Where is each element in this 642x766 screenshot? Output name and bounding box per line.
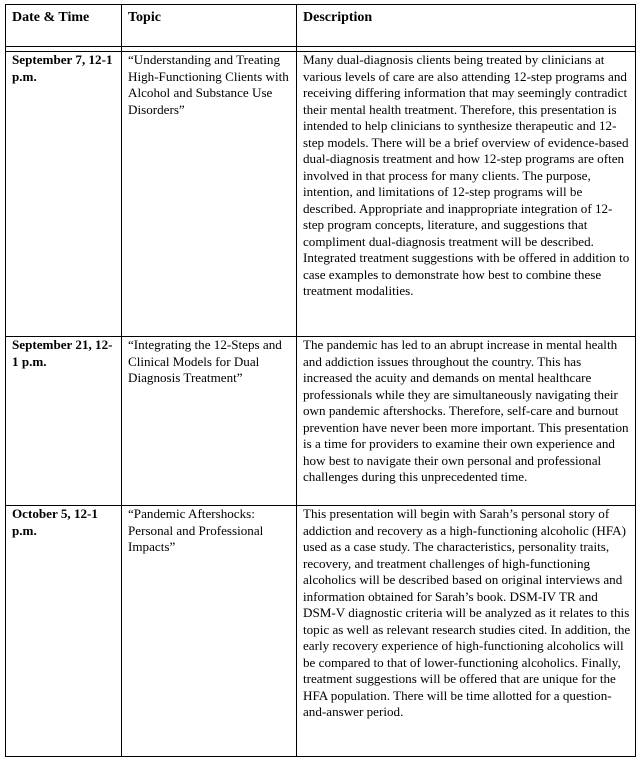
topic-cell: “Understanding and Treating High-Functioning Clients with Alcohol and Substance Use Disorders” xyxy=(122,52,297,337)
topic-cell: “Pandemic Aftershocks: Personal and Professional Impacts” xyxy=(122,506,297,757)
table-header-row xyxy=(6,5,636,47)
date-cell: September 7, 12-1 p.m. xyxy=(6,52,122,337)
topic-cell: “Integrating the 12-Steps and Clinical Models for Dual Diagnosis Treatment” xyxy=(122,337,297,506)
description-cell: The pandemic has led to an abrupt increase in mental health and addiction issues throughout the country. This has increased the acuity and demands on mental healthcare professionals while they are simultaneously navigating their own pandemic aftershocks. Therefore, self-care and burnout prevention have never been more important. This presentation is a time for providers to examine their own experience and how best to navigate their own personal and professional challenges during this unprecedented time. xyxy=(297,337,636,506)
header-description: Description xyxy=(297,5,636,47)
date-cell: September 21, 12-1 p.m. xyxy=(6,337,122,506)
table-row xyxy=(6,52,636,337)
header-date-time: Date & Time xyxy=(6,5,122,47)
description-cell: Many dual-diagnosis clients being treated by clinicians at various levels of care are also attending 12-step programs and receiving differing information that may seemingly contradict their mental health treatment. Therefore, this presentation is intended to help clinicians to synthesize therapeutic and 12-step models. There will be a brief overview of evidence-based dual-diagnosis treatment and how 12-step programs are often involved in that process for many clients. The purpose, intention, and limitations of 12-step programs will be described. Appropriate and inappropriate integration of 12-step program concepts, literature, and suggestions that compliment dual-diagnosis treatment will be described. Integrated treatment suggestions with be offered in addition to case examples to demonstrate how best to combine these treatment modalities. xyxy=(297,52,636,337)
date-cell: October 5, 12-1 p.m. xyxy=(6,506,122,757)
table-row xyxy=(6,506,636,757)
schedule-table xyxy=(5,4,636,757)
description-cell: This presentation will begin with Sarah’s personal story of addiction and recovery as a high-functioning alcoholic (HFA) used as a case study. The characteristics, personality traits, recovery, and treatment challenges of high-functioning alcoholics will be described based on original interviews and information obtained for Sarah’s book. DSM-IV TR and DSM-V diagnostic criteria will be analyzed as it relates to this topic as well as relevant research studies cited. In addition, the early recovery experience of high-functioning alcoholics will be compared to that of lower-functioning alcoholics. Finally, treatment suggestions will be offered that are unique for the HFA population. There will be time allotted for a question-and-answer period. xyxy=(297,506,636,757)
header-topic: Topic xyxy=(122,5,297,47)
table-row xyxy=(6,337,636,506)
